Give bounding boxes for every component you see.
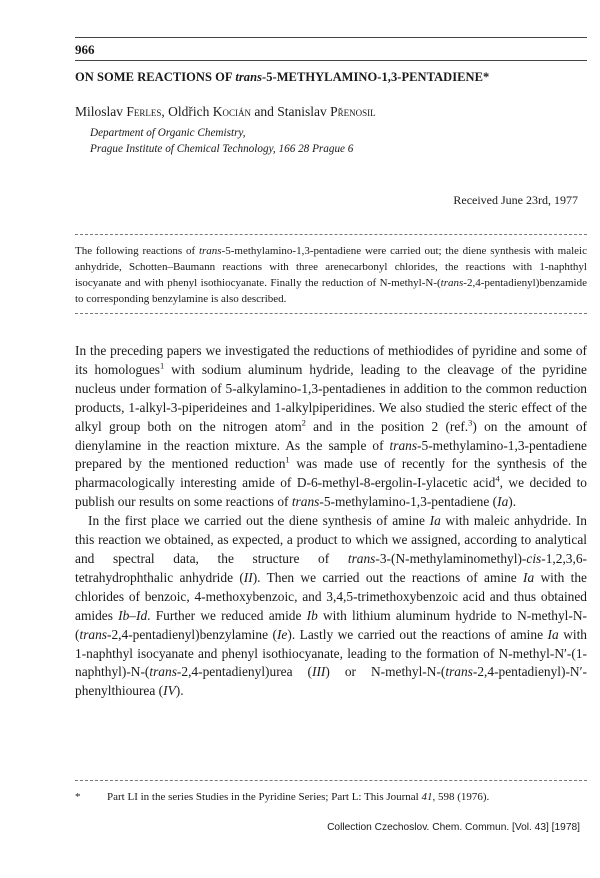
text-run: -2,4-pentadienyl)-N′-phenylthiourea ( xyxy=(75,664,587,699)
author-1-last: Ferles xyxy=(126,104,162,119)
author-separator: and xyxy=(251,104,278,119)
text-run: and in the position 2 (ref. xyxy=(305,418,469,434)
compound-label: Ie xyxy=(276,626,288,642)
abstract-text: -2,4-pentadienyl)benzamide to corresponding benzylamine is also described. xyxy=(75,277,587,305)
footnote xyxy=(75,791,489,803)
text-run: with the chlorides of benzoic, 4-methoxybenzoic, and 3,4,5-trimethoxybenzoic acid and thus obtained amides xyxy=(75,569,587,623)
italic-run: trans xyxy=(347,550,376,566)
paragraph-1 xyxy=(75,342,587,512)
compound-label: Ia xyxy=(547,626,559,642)
title-suffix: -5-METHYLAMINO-1,3-PENTADIENE* xyxy=(261,70,490,84)
author-1-first: Miloslav xyxy=(75,104,127,119)
text-run: ). xyxy=(175,683,184,699)
footnote-text: Part LI in the series Studies in the Pyridine Series; Part L: This Journal xyxy=(107,791,422,803)
footnote-rule xyxy=(75,780,587,781)
text-run: with maleic anhydride. In this reaction we obtained, as expected, a product to which we assigned, according to analytical and spectral data, the structure of xyxy=(75,513,587,566)
abstract-text: -5-methylamino-1,3-pentadiene were carried out; the diene synthesis with maleic anhydride, Schotten–Baumann reactions with three arenecarbonyl chlorides, the reactions with 1-naphthyl isocyanate and with phenyl isothiocyanate. Finally the reduction of N-methyl-N-( xyxy=(75,245,587,289)
author-separator: , xyxy=(161,104,169,119)
paragraph-2 xyxy=(75,512,587,701)
text-run: ) or N-methyl-N-( xyxy=(325,664,446,680)
reference-superscript: 2 xyxy=(301,417,306,428)
author-3-last: Přenosil xyxy=(330,104,376,119)
text-run: , we decided to publish our results on some reactions of xyxy=(75,475,587,510)
text-run: . Further we reduced amide xyxy=(147,607,307,623)
top-rule xyxy=(75,37,587,38)
abstract-bottom-rule xyxy=(75,313,587,314)
text-run: In the first place we carried out the diene synthesis of amine xyxy=(88,513,430,529)
reference-superscript: 1 xyxy=(160,360,165,371)
reference-superscript: 4 xyxy=(495,473,500,484)
text-run: was made use of recently for the synthesis of the pharmacologically interesting amide of D-6-methyl-8-ergolin-I-ylacetic acid xyxy=(75,456,587,491)
footnote-text: , 598 (1976). xyxy=(432,791,490,803)
abstract-italic: trans xyxy=(198,245,222,257)
footnote-volume: 41 xyxy=(421,791,433,803)
text-run: with 1-naphthyl isocyanate and phenyl isothiocyanate, leading to the formation of N-methyl-N′-(1-naphthyl)-N-( xyxy=(75,626,588,680)
text-run: with sodium aluminum hydride, leading to the cleavage of the pyridine nucleus under formation of 5-alkylamino-1,3-pentadienes in addition to the common reduction products, 1-alkyl-3-piperideines and 1-alkylpiperidines. We also studied the steric effect of the alkyl group both on the nitrogen atom xyxy=(75,361,587,434)
author-3-first: Stanislav xyxy=(277,104,331,119)
abstract-top-rule xyxy=(75,234,587,235)
text-run: -1,2,3,6-tetrahydrophthalic anhydride ( xyxy=(75,550,587,585)
author-2-last: Kocián xyxy=(212,104,252,119)
journal-citation: Collection Czechoslov. Chem. Commun. [Vol. 43] [1978] xyxy=(327,822,580,833)
italic-run: cis xyxy=(526,550,542,566)
affiliation-institute: Prague Institute of Chemical Technology, 166 28 Prague 6 xyxy=(90,143,354,155)
italic-run: trans xyxy=(389,437,418,453)
text-run: ). xyxy=(508,494,517,510)
affiliation-department: Department of Organic Chemistry, xyxy=(90,127,246,139)
italic-run: trans xyxy=(445,664,473,680)
compound-label: IV xyxy=(163,683,176,699)
compound-label: III xyxy=(312,664,326,680)
text-run: -5-methylamino-1,3-pentadiene ( xyxy=(319,494,498,510)
text-run: -2,4-pentadienyl)urea ( xyxy=(176,664,312,680)
body-text xyxy=(75,342,587,701)
text-run: ). Lastly we carried out the reactions of amine xyxy=(287,626,548,642)
text-run: ) on the amount of dienylamine in the reaction mixture. As the sample of xyxy=(75,418,587,453)
abstract xyxy=(75,243,587,307)
text-run: -5-methylamino-1,3-pentadiene prepared by the mentioned reduction xyxy=(75,437,587,472)
text-run: -3-(N-methylaminomethyl)- xyxy=(375,550,527,566)
compound-label: Ib–Id xyxy=(118,607,148,623)
header-rule xyxy=(75,60,587,61)
title-prefix: ON SOME REACTIONS OF xyxy=(75,70,236,84)
reference-superscript: 1 xyxy=(285,454,290,465)
italic-run: trans xyxy=(291,494,320,510)
page-number: 966 xyxy=(75,42,95,57)
author-line xyxy=(75,104,376,120)
text-run: -2,4-pentadienyl)benzylamine ( xyxy=(107,626,277,642)
reference-superscript: 3 xyxy=(468,417,473,428)
italic-run: trans xyxy=(79,626,108,642)
compound-label: Ia xyxy=(497,494,509,510)
received-date: Received June 23rd, 1977 xyxy=(453,193,578,207)
abstract-italic: trans xyxy=(440,277,464,289)
italic-run: trans xyxy=(149,664,177,680)
article-title xyxy=(75,70,590,85)
title-italic: trans xyxy=(235,70,262,84)
compound-label: II xyxy=(243,569,253,585)
text-run: In the preceding papers we investigated the reductions of methiodides of pyridine and some of its homologues xyxy=(75,343,587,377)
compound-label: Ia xyxy=(429,513,441,529)
abstract-text: The following reactions of xyxy=(75,245,199,257)
text-run: with lithium aluminum hydride to N-methyl-N-( xyxy=(75,607,587,642)
footnote-mark: * xyxy=(75,791,81,803)
compound-label: Ib xyxy=(306,607,318,623)
compound-label: Ia xyxy=(523,569,535,585)
author-2-first: Oldřich xyxy=(168,104,213,119)
text-run: ). Then we carried out the reactions of amine xyxy=(252,569,524,585)
